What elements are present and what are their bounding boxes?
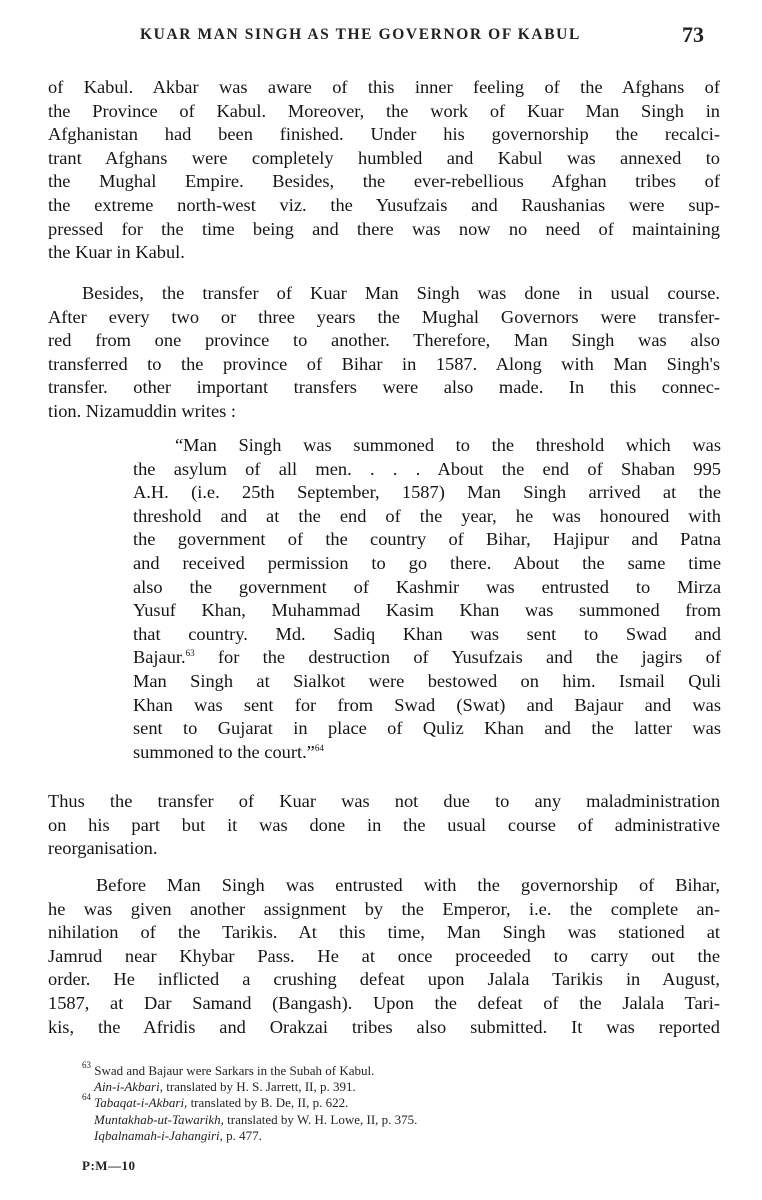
quote-line: A.H. (i.e. 25th September, 1587) Man Singh arrived at the xyxy=(133,482,721,503)
quote-line: the government of the country of Bihar, Hajipur and Patna xyxy=(133,529,721,550)
paragraph-2 xyxy=(48,282,720,424)
quote-line: Khan was sent for from Swad (Swat) and Bajaur and was xyxy=(133,694,721,715)
text-line: the extreme north-west viz. the Yusufzais and Raushanias were sup- xyxy=(48,194,720,215)
text-line: the Kuar in Kabul. xyxy=(48,242,185,263)
quote-line: Man Singh at Sialkot were bestowed on him. Ismail Quli xyxy=(133,670,721,691)
page-number: 73 xyxy=(682,22,704,47)
text-line: nihilation of the Tarikis. At this time, Man Singh was stationed at xyxy=(48,922,720,943)
footnote-text: translated by H. S. Jarrett, II, p. 391. xyxy=(166,1079,356,1095)
footnote-64-continuation xyxy=(82,1112,682,1128)
footnote-source-title: Muntakhab-ut-Tawarikh, xyxy=(94,1111,224,1127)
text-line: Afghanistan had been finished. Under his governorship the recalci- xyxy=(48,124,720,145)
footnote-source-title: Ain-i-Akbari, xyxy=(94,1079,163,1095)
text-line: on his part but it was done in the usual course of administrative xyxy=(48,814,720,835)
text-line: Before Man Singh was entrusted with the governorship of Bihar, xyxy=(96,875,720,895)
footnote-63-continuation xyxy=(82,1079,682,1095)
footnote-text: p. 477. xyxy=(226,1127,262,1143)
quote-line: “Man Singh was summoned to the threshold which was xyxy=(175,435,721,455)
footnote-marker: 64 xyxy=(82,1092,91,1103)
footnote-text: Swad and Bajaur were Sarkars in the Subah of Kabul. xyxy=(94,1063,375,1078)
text-line: transfer. other important transfers were also made. In this connec- xyxy=(48,377,720,398)
paragraph-4 xyxy=(48,874,720,1039)
paragraph-1 xyxy=(48,76,720,265)
quote-line: also the government of Kashmir was entrusted to Mirza xyxy=(133,576,721,597)
quote-line-prefix: Bajaur. xyxy=(133,647,186,668)
quote-line xyxy=(133,646,721,670)
running-title: KUAR MAN SINGH AS THE GOVERNOR OF KABUL xyxy=(140,26,581,43)
text-line: Besides, the transfer of Kuar Man Singh was done in usual course. xyxy=(82,283,720,303)
quote-line: sent to Gujarat in place of Quliz Khan and the latter was xyxy=(133,718,721,739)
text-line: pressed for the time being and there was now no need of maintaining xyxy=(48,218,720,239)
block-quote xyxy=(133,434,721,764)
text-line: Thus the transfer of Kuar was not due to any maladministration xyxy=(48,791,720,811)
quote-line: and received permission to go there. About the same time xyxy=(133,552,721,573)
running-header xyxy=(140,22,704,52)
text-line: the Mughal Empire. Besides, the ever-rebellious Afghan tribes of xyxy=(48,171,720,192)
text-line: transferred to the province of Bihar in 1587. Along with Man Singh's xyxy=(48,353,720,374)
text-line: 1587, at Dar Samand (Bangash). Upon the defeat of the Jalala Tari- xyxy=(48,992,720,1013)
quote-line xyxy=(133,741,721,765)
footnote-64-continuation xyxy=(82,1128,682,1144)
quote-line-rest: for the destruction of Yusufzais and the jagirs of xyxy=(217,647,722,668)
text-line: of Kabul. Akbar was aware of this inner feeling of the Afghans of xyxy=(48,77,720,97)
text-line: Jamrud near Khybar Pass. He at once proceeded to carry out the xyxy=(48,945,720,966)
text-line: tion. Nizamuddin writes : xyxy=(48,400,236,421)
footnotes xyxy=(82,1060,682,1144)
text-line: he was given another assignment by the Emperor, i.e. the complete an- xyxy=(48,898,720,919)
footnote-ref-63: 63 xyxy=(185,648,195,659)
quote-line: that country. Md. Sadiq Khan was sent to Swad and xyxy=(133,623,721,644)
footnote-marker: 63 xyxy=(82,1060,91,1070)
text-line: After every two or three years the Mughal Governors were transfer- xyxy=(48,306,720,327)
footnote-ref-64: 64 xyxy=(314,742,324,753)
quote-line: threshold and at the end of the year, he was honoured with xyxy=(133,505,721,526)
quote-line: the asylum of all men. . . . About the end of Shaban 995 xyxy=(133,458,721,479)
footnote-text: translated by B. De, II, p. 622. xyxy=(190,1095,349,1111)
footnote-source-title: Iqbalnamah-i-Jahangiri, xyxy=(94,1127,223,1143)
printer-signature: P:M—10 xyxy=(82,1158,136,1173)
footnote-64 xyxy=(82,1092,682,1111)
text-line: reorganisation. xyxy=(48,838,158,859)
text-line: red from one province to another. Therefore, Man Singh was also xyxy=(48,330,720,351)
text-line: order. He inflicted a crushing defeat upon Jalala Tarikis in August, xyxy=(48,969,720,990)
quote-last-text: summoned to the court.” xyxy=(133,741,315,762)
quote-line: Yusuf Khan, Muhammad Kasim Khan was summoned from xyxy=(133,600,721,621)
paragraph-3 xyxy=(48,790,720,861)
text-line: trant Afghans were completely humbled and Kabul was annexed to xyxy=(48,147,720,168)
footnote-source-title: Tabaqat-i-Akbari, xyxy=(94,1095,188,1111)
footnote-text: translated by W. H. Lowe, II, p. 375. xyxy=(227,1111,418,1127)
footnote-63 xyxy=(82,1060,682,1079)
text-line: the Province of Kabul. Moreover, the work of Kuar Man Singh in xyxy=(48,100,720,121)
text-line: kis, the Afridis and Orakzai tribes also submitted. It was reported xyxy=(48,1016,720,1037)
